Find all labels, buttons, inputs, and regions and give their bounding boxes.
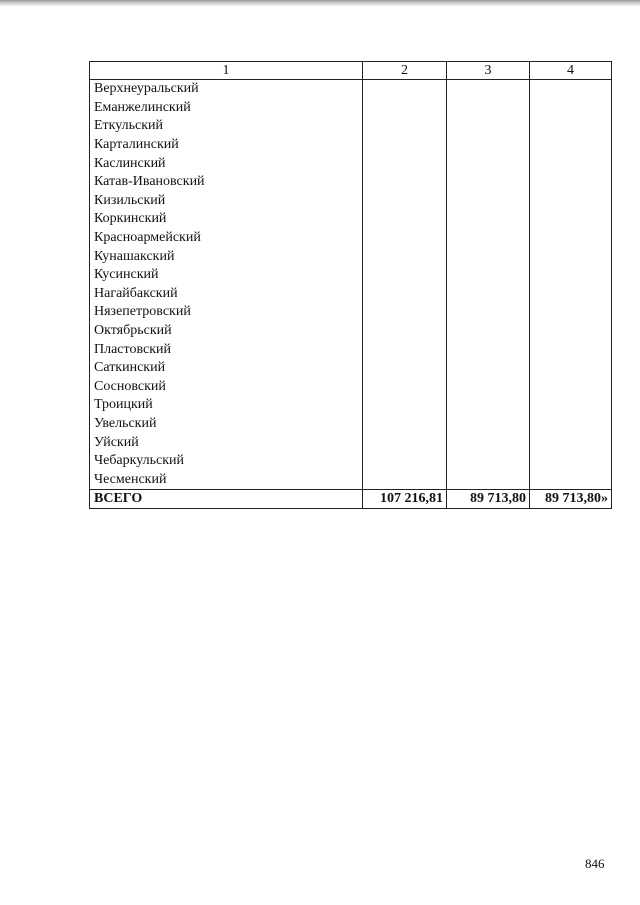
table-row xyxy=(90,173,612,192)
empty-cell-col-4 xyxy=(530,285,612,304)
empty-cell-col-4 xyxy=(530,303,612,322)
table-row xyxy=(90,378,612,397)
empty-cell-col-2 xyxy=(363,415,447,434)
empty-cell-col-2 xyxy=(363,470,447,489)
table-row xyxy=(90,266,612,285)
empty-cell-col-3 xyxy=(447,80,530,99)
empty-cell-col-2 xyxy=(363,452,447,471)
budget-table xyxy=(89,61,612,509)
district-name: Троицкий xyxy=(90,396,363,415)
empty-cell-col-4 xyxy=(530,210,612,229)
empty-cell-col-4 xyxy=(530,415,612,434)
table-row xyxy=(90,117,612,136)
district-name: Еткульский xyxy=(90,117,363,136)
table-row xyxy=(90,285,612,304)
district-name: Кизильский xyxy=(90,192,363,211)
table-row xyxy=(90,340,612,359)
empty-cell-col-4 xyxy=(530,80,612,99)
empty-cell-col-4 xyxy=(530,247,612,266)
empty-cell-col-2 xyxy=(363,433,447,452)
empty-cell-col-2 xyxy=(363,396,447,415)
table-row xyxy=(90,470,612,489)
empty-cell-col-4 xyxy=(530,340,612,359)
table-row xyxy=(90,80,612,99)
empty-cell-col-4 xyxy=(530,192,612,211)
empty-cell-col-3 xyxy=(447,285,530,304)
district-name: Коркинский xyxy=(90,210,363,229)
empty-cell-col-4 xyxy=(530,359,612,378)
total-col-2: 107 216,81 xyxy=(363,490,447,509)
district-name: Каслинский xyxy=(90,154,363,173)
district-name: Нязепетровский xyxy=(90,303,363,322)
district-name: Кунашакский xyxy=(90,247,363,266)
empty-cell-col-4 xyxy=(530,322,612,341)
table-row xyxy=(90,303,612,322)
empty-cell-col-2 xyxy=(363,322,447,341)
empty-cell-col-3 xyxy=(447,154,530,173)
district-name: Уйский xyxy=(90,433,363,452)
table-row xyxy=(90,154,612,173)
empty-cell-col-3 xyxy=(447,266,530,285)
empty-cell-col-4 xyxy=(530,470,612,489)
district-name: Красноармейский xyxy=(90,229,363,248)
empty-cell-col-3 xyxy=(447,452,530,471)
empty-cell-col-3 xyxy=(447,396,530,415)
empty-cell-col-3 xyxy=(447,340,530,359)
empty-cell-col-2 xyxy=(363,80,447,99)
empty-cell-col-3 xyxy=(447,117,530,136)
district-name: Октябрьский xyxy=(90,322,363,341)
empty-cell-col-2 xyxy=(363,285,447,304)
table-row xyxy=(90,415,612,434)
district-name: Катав-Ивановский xyxy=(90,173,363,192)
empty-cell-col-4 xyxy=(530,396,612,415)
table-row xyxy=(90,99,612,118)
table-body xyxy=(90,80,612,509)
total-col-3: 89 713,80 xyxy=(447,490,530,509)
empty-cell-col-2 xyxy=(363,192,447,211)
empty-cell-col-3 xyxy=(447,470,530,489)
total-row xyxy=(90,490,612,509)
empty-cell-col-2 xyxy=(363,266,447,285)
header-col-3: 3 xyxy=(447,62,530,80)
table-row xyxy=(90,452,612,471)
empty-cell-col-4 xyxy=(530,452,612,471)
empty-cell-col-4 xyxy=(530,229,612,248)
scan-top-edge xyxy=(0,0,640,6)
empty-cell-col-2 xyxy=(363,173,447,192)
district-name: Сосновский xyxy=(90,378,363,397)
district-name: Карталинский xyxy=(90,136,363,155)
empty-cell-col-2 xyxy=(363,378,447,397)
empty-cell-col-3 xyxy=(447,415,530,434)
table-row xyxy=(90,322,612,341)
table-row xyxy=(90,433,612,452)
empty-cell-col-3 xyxy=(447,322,530,341)
empty-cell-col-2 xyxy=(363,154,447,173)
empty-cell-col-2 xyxy=(363,247,447,266)
district-name: Пластовский xyxy=(90,340,363,359)
empty-cell-col-4 xyxy=(530,136,612,155)
empty-cell-col-4 xyxy=(530,99,612,118)
empty-cell-col-2 xyxy=(363,359,447,378)
district-name: Верхнеуральский xyxy=(90,80,363,99)
header-col-4: 4 xyxy=(530,62,612,80)
empty-cell-col-4 xyxy=(530,378,612,397)
header-col-2: 2 xyxy=(363,62,447,80)
header-row xyxy=(90,62,612,80)
empty-cell-col-3 xyxy=(447,210,530,229)
table-row xyxy=(90,396,612,415)
empty-cell-col-4 xyxy=(530,117,612,136)
empty-cell-col-3 xyxy=(447,303,530,322)
district-name: Увельский xyxy=(90,415,363,434)
empty-cell-col-4 xyxy=(530,266,612,285)
header-col-1: 1 xyxy=(90,62,363,80)
empty-cell-col-3 xyxy=(447,99,530,118)
district-name: Чесменский xyxy=(90,470,363,489)
empty-cell-col-2 xyxy=(363,210,447,229)
empty-cell-col-4 xyxy=(530,433,612,452)
empty-cell-col-3 xyxy=(447,229,530,248)
empty-cell-col-3 xyxy=(447,247,530,266)
empty-cell-col-3 xyxy=(447,433,530,452)
district-name: Нагайбакский xyxy=(90,285,363,304)
page-number: 846 xyxy=(585,856,605,871)
empty-cell-col-2 xyxy=(363,303,447,322)
district-name: Саткинский xyxy=(90,359,363,378)
empty-cell-col-3 xyxy=(447,136,530,155)
district-name: Еманжелинский xyxy=(90,99,363,118)
empty-cell-col-2 xyxy=(363,117,447,136)
empty-cell-col-3 xyxy=(447,192,530,211)
empty-cell-col-3 xyxy=(447,378,530,397)
empty-cell-col-2 xyxy=(363,340,447,359)
table-row xyxy=(90,192,612,211)
table-row xyxy=(90,136,612,155)
total-label: ВСЕГО xyxy=(90,490,363,509)
empty-cell-col-4 xyxy=(530,173,612,192)
empty-cell-col-2 xyxy=(363,229,447,248)
table-row xyxy=(90,210,612,229)
table-row xyxy=(90,247,612,266)
district-name: Кусинский xyxy=(90,266,363,285)
district-name: Чебаркульский xyxy=(90,452,363,471)
empty-cell-col-3 xyxy=(447,173,530,192)
empty-cell-col-3 xyxy=(447,359,530,378)
empty-cell-col-2 xyxy=(363,136,447,155)
total-col-4: 89 713,80» xyxy=(530,490,612,509)
table-row xyxy=(90,229,612,248)
empty-cell-col-2 xyxy=(363,99,447,118)
table-row xyxy=(90,359,612,378)
empty-cell-col-4 xyxy=(530,154,612,173)
